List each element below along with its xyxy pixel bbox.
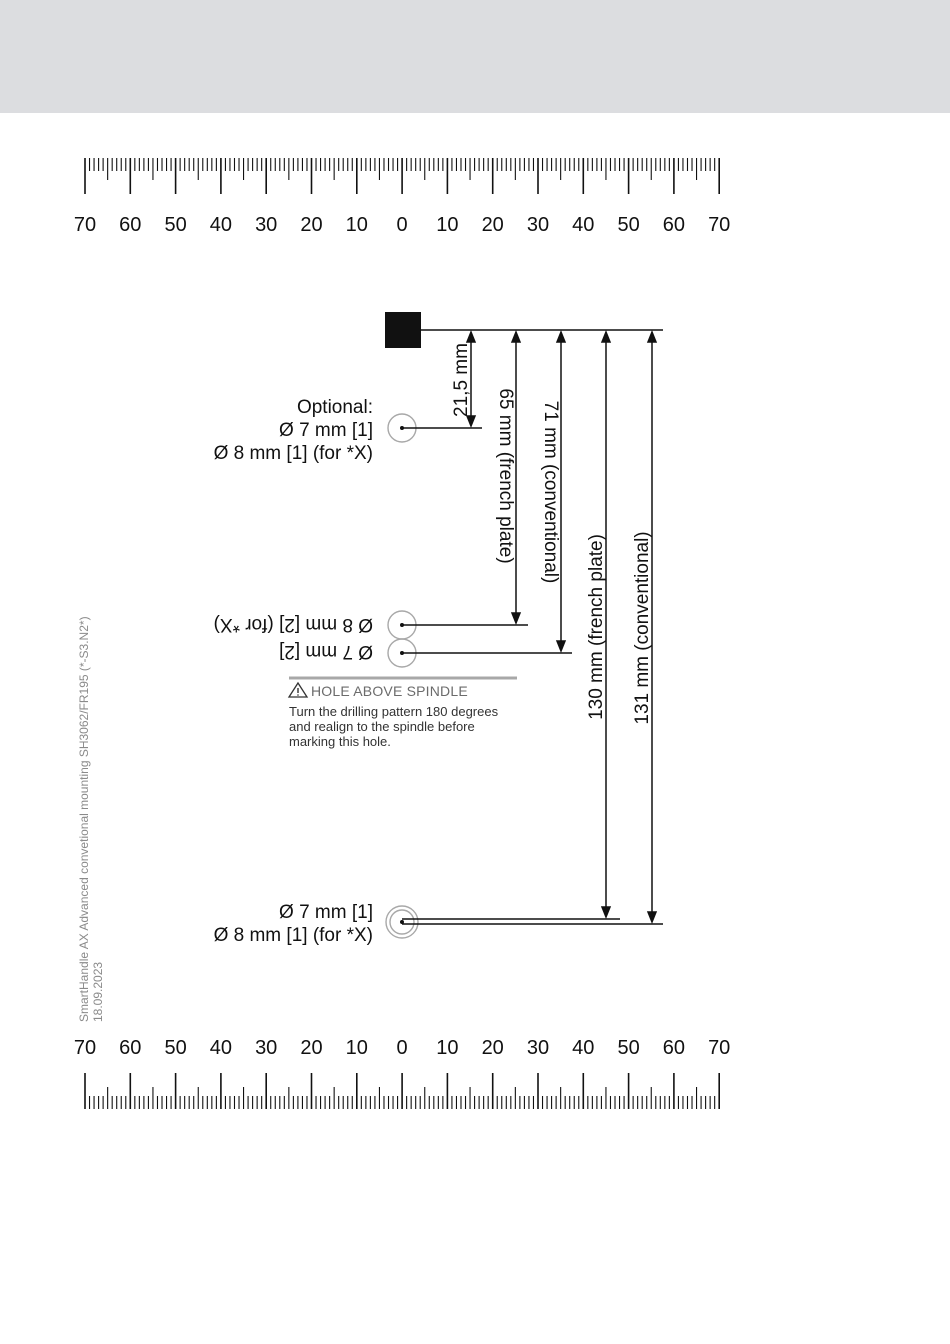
bottom-ruler-label: 50 <box>617 1037 640 1059</box>
bottom-ruler-label: 30 <box>255 1037 278 1059</box>
bottom-hole-8mm-label: Ø 8 mm [1] (for *X) <box>213 925 373 946</box>
dimension-arrow-131mm-top <box>648 332 656 342</box>
warning-triangle-icon <box>289 683 307 697</box>
dimension-label-65mm: 65 mm (french plate) <box>495 388 516 564</box>
dimension-arrow-71mm-top <box>557 332 565 342</box>
hole-above-spindle-warning <box>289 678 517 749</box>
top-hole-7mm-label: Ø 7 mm [1] <box>279 420 373 441</box>
dimension-label-71mm: 71 mm (conventional) <box>540 400 561 584</box>
bottom-ruler-label: 10 <box>436 1037 459 1059</box>
dimension-label-21-5mm: 21,5 mm <box>451 343 472 417</box>
top-ruler-labels <box>74 214 730 236</box>
top-ruler-label: 50 <box>164 214 187 236</box>
dimension-label-130mm: 130 mm (french plate) <box>586 534 607 720</box>
spindle-square-marker <box>385 312 421 348</box>
top-ruler-label: 20 <box>481 214 504 236</box>
dimension-arrow-130mm-top <box>602 332 610 342</box>
warning-line-1: Turn the drilling pattern 180 degrees <box>289 704 499 719</box>
top-ruler-label: 20 <box>300 214 323 236</box>
bottom-ruler-label: 10 <box>345 1037 368 1059</box>
top-ruler-label: 40 <box>572 214 595 236</box>
bottom-ruler-label: 70 <box>73 1037 97 1059</box>
bottom-ruler-ticks <box>85 1073 719 1109</box>
middle-holes <box>388 611 572 667</box>
dimension-arrow-21-5mm-top <box>467 332 475 342</box>
top-ruler-label: 70 <box>708 214 731 236</box>
top-ruler-label: 0 <box>396 214 408 236</box>
bottom-ruler-label: 30 <box>526 1037 550 1059</box>
bottom-ruler-label: 60 <box>119 1037 142 1059</box>
bottom-ruler-label: 0 <box>396 1037 408 1059</box>
dimension-arrow-65mm-top <box>512 332 520 342</box>
dimension-arrow-130mm-bottom <box>602 907 610 917</box>
top-ruler-label: 30 <box>526 214 550 236</box>
dimension-label-131mm: 131 mm (conventional) <box>632 531 653 725</box>
bottom-ruler-label: 60 <box>662 1037 686 1059</box>
middle-hole-7mm-label: Ø 7 mm [2] <box>279 641 373 662</box>
top-ruler-label: 60 <box>119 214 142 236</box>
bottom-ruler-label: 20 <box>300 1037 323 1059</box>
bottom-ruler-label: 50 <box>164 1037 187 1059</box>
top-ruler-label: 30 <box>255 214 278 236</box>
top-ruler-ticks <box>85 158 719 194</box>
document-date: 18.09.2023 <box>91 961 105 1022</box>
top-hole-optional-label: Optional: <box>296 397 373 418</box>
top-ruler-label: 70 <box>73 214 97 236</box>
warning-line-3: marking this hole. <box>289 734 391 749</box>
dimension-arrow-131mm-bottom <box>648 912 656 922</box>
top-ruler-label: 10 <box>345 214 368 236</box>
top-ruler-label: 10 <box>436 214 459 236</box>
bottom-hole-7mm-label: Ø 7 mm [1] <box>279 902 373 923</box>
bottom-ruler-labels <box>74 1037 730 1059</box>
document-title: SmartHandle AX Advanced convetional mounting SH3062/FR195 (*-S3.N2*) <box>77 616 91 1022</box>
middle-hole-8mm-label: Ø 8 mm [2] (for *X) <box>213 614 373 635</box>
top-ruler-label: 40 <box>209 214 233 236</box>
bottom-ruler-label: 40 <box>209 1037 233 1059</box>
dimension-arrow-65mm-bottom <box>512 613 520 623</box>
warning-title: HOLE ABOVE SPINDLE <box>311 683 468 699</box>
top-ruler-label: 60 <box>662 214 686 236</box>
bottom-ruler-label: 70 <box>708 1037 731 1059</box>
dimension-arrow-71mm-bottom <box>557 641 565 651</box>
bottom-hole <box>386 906 663 938</box>
top-hole-8mm-label: Ø 8 mm [1] (for *X) <box>213 443 373 464</box>
bottom-ruler-label: 20 <box>481 1037 504 1059</box>
top-ruler-label: 50 <box>617 214 640 236</box>
bottom-ruler-label: 40 <box>572 1037 595 1059</box>
warning-line-2: and realign to the spindle before <box>289 719 475 734</box>
